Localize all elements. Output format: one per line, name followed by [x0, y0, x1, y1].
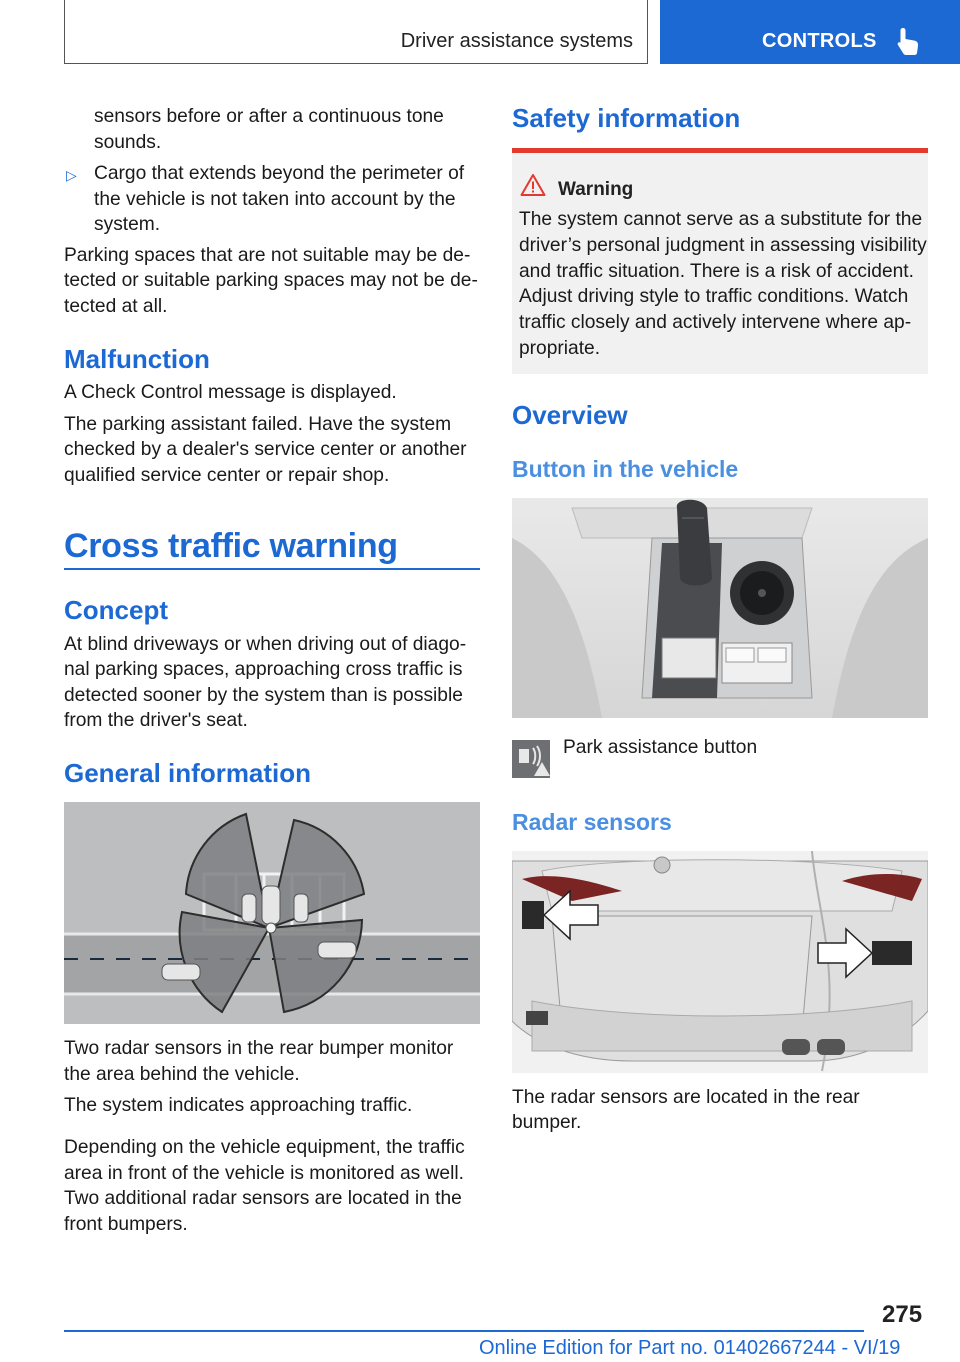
concept-line-1: At blind driveways or when driving out of diago-	[64, 634, 467, 655]
malfunction-line-2: The parking assistant failed. Have the system	[64, 414, 452, 435]
malfunction-line-3: checked by a dealer's service center or another	[64, 439, 467, 460]
general-line-3: The system indicates approaching traffic.	[64, 1095, 413, 1116]
para-line-3: tected at all.	[64, 296, 168, 317]
warning-box	[512, 148, 928, 374]
concept-heading: Concept	[64, 595, 168, 625]
page-number: 275	[882, 1301, 923, 1328]
para-line-2: tected or suitable parking spaces may not be de-	[64, 270, 478, 291]
general-line-7: front bumpers.	[64, 1214, 188, 1235]
radar-coverage-illustration	[64, 802, 480, 1024]
warning-line-3: and traffic situation. There is a risk of accident.	[519, 260, 914, 282]
bullet-line-2: the vehicle is not taken into account by the	[94, 189, 456, 210]
general-info-heading: General information	[64, 758, 312, 788]
warning-line-4: Adjust driving style to traffic conditions. Watch	[519, 286, 909, 308]
header-controls-tab[interactable]	[660, 0, 960, 64]
general-line-1: Two radar sensors in the rear bumper monitor	[64, 1038, 454, 1059]
header-tab-label: CONTROLS	[762, 30, 877, 52]
continuation-line-1: sensors before or after a continuous tone	[94, 106, 444, 127]
concept-line-3: detected sooner by the system than is possible	[64, 685, 463, 706]
cross-traffic-heading: Cross traffic warning	[64, 527, 398, 565]
park-assistance-label: Park assistance button	[563, 737, 758, 758]
cross-traffic-rule	[64, 568, 480, 570]
concept-line-2: nal parking spaces, approaching cross traffic is	[64, 659, 463, 680]
warning-line-2: driver’s personal judgment in assessing visibility	[519, 234, 927, 256]
continuation-line-2: sounds.	[94, 132, 162, 153]
malfunction-heading: Malfunction	[64, 344, 210, 374]
center-console-photo	[512, 498, 928, 718]
para-line-1: Parking spaces that are not suitable may be de-	[64, 245, 471, 266]
general-line-4: Depending on the vehicle equipment, the traffic	[64, 1137, 465, 1158]
bullet-line-3: system.	[94, 214, 161, 235]
pointing-hand-icon	[894, 26, 922, 56]
park-assistance-button-icon	[512, 740, 550, 778]
overview-heading: Overview	[512, 400, 628, 430]
footer-rule	[64, 1330, 864, 1332]
bullet-line-1: Cargo that extends beyond the perimeter of	[94, 163, 465, 184]
warning-line-5: traffic closely and actively intervene where ap-	[519, 312, 912, 334]
general-line-6: Two additional radar sensors are located in the	[64, 1188, 462, 1209]
malfunction-line-4: qualified service center or repair shop.	[64, 465, 390, 486]
warning-triangle-icon	[520, 173, 546, 197]
bullet-triangle-icon: ▷	[66, 167, 77, 183]
radar-line-2: bumper.	[512, 1112, 582, 1133]
footer-edition: Online Edition for Part no. 01402667244 - VI/19	[479, 1337, 901, 1359]
radar-line-1: The radar sensors are located in the rear	[512, 1087, 860, 1108]
malfunction-line-1: A Check Control message is displayed.	[64, 382, 397, 403]
warning-title: Warning	[558, 179, 634, 200]
general-line-5: area in front of the vehicle is monitored as well.	[64, 1163, 464, 1184]
radar-sensors-heading: Radar sensors	[512, 809, 672, 835]
header-section-title: Driver assistance systems	[400, 30, 633, 52]
warning-line-1: The system cannot serve as a substitute for the	[519, 209, 923, 230]
header-section-box	[64, 0, 648, 64]
concept-line-4: from the driver's seat.	[64, 710, 248, 731]
rear-bumper-photo	[512, 851, 928, 1073]
warning-line-6: propriate.	[519, 337, 601, 359]
button-in-vehicle-heading: Button in the vehicle	[512, 456, 739, 482]
safety-heading: Safety information	[512, 103, 741, 133]
general-line-2: the area behind the vehicle.	[64, 1064, 300, 1085]
warning-text	[519, 207, 927, 362]
